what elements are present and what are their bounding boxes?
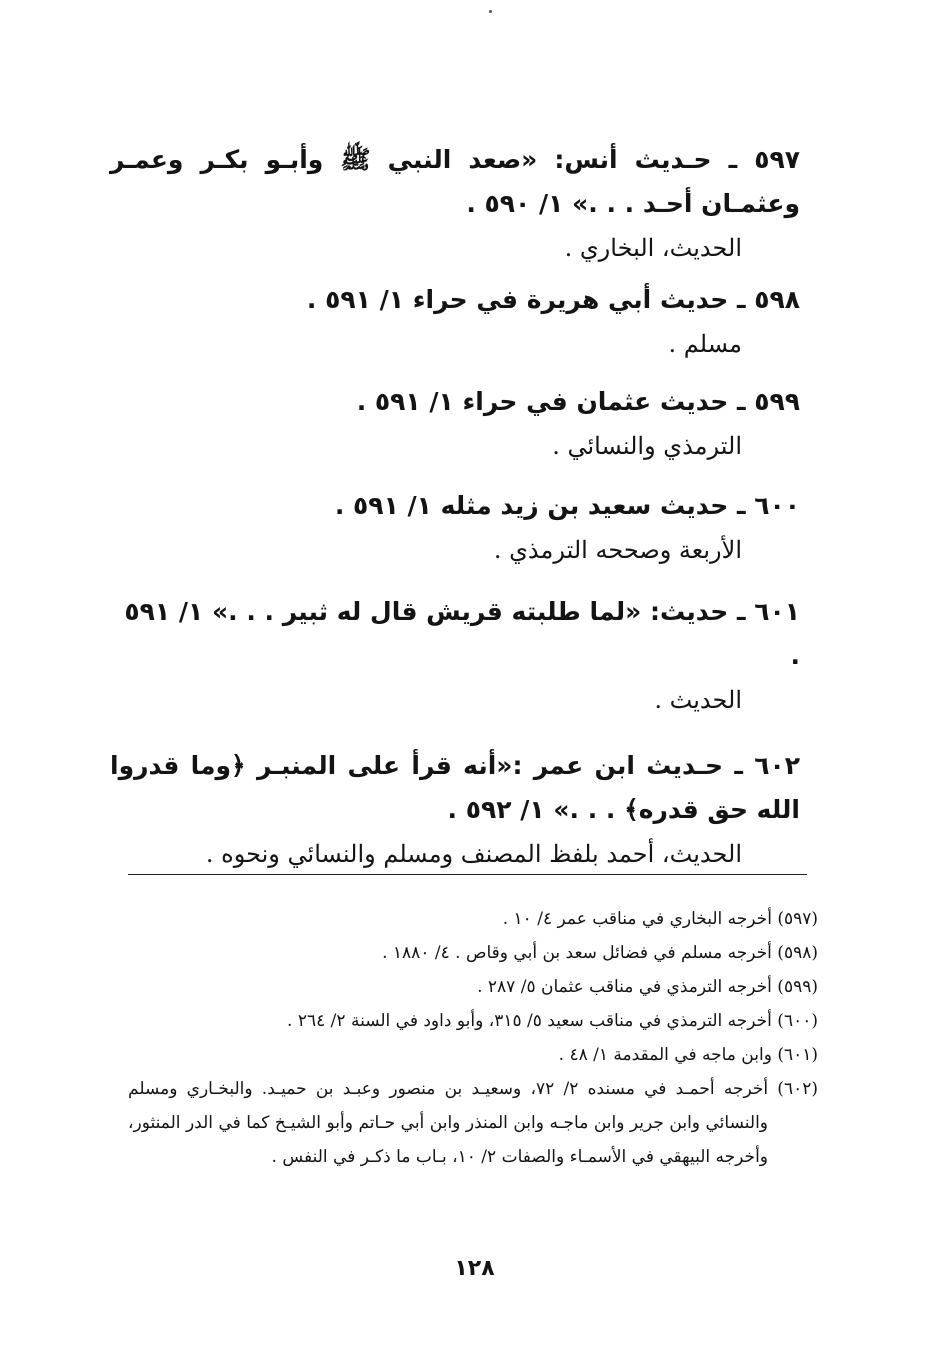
hadith-entry-source: الحديث . — [654, 686, 742, 714]
footnote-divider — [128, 874, 807, 875]
footnote-599: (٥٩٩) أخرجه الترمذي في مناقب عثمان ٥/ ٢٨٧ . — [477, 977, 818, 997]
hadith-entry-598 — [110, 278, 800, 366]
footnote-597: (٥٩٧) أخرجه البخاري في مناقب عمر ٤/ ١٠ . — [502, 909, 818, 929]
hadith-entry-heading: ٦٠٠ ـ حديث سعيد بن زيد مثله ١/ ٥٩١ . — [334, 491, 800, 520]
footnotes-section — [128, 902, 818, 1174]
hadith-entry-heading: ٥٩٧ ـ حـديث أنس: «صعد النبي ﷺ وأبـو بكـر وعمـر وعثمـان أحـد . . .» ١/ ٥٩٠ . — [110, 145, 800, 218]
hadith-entry-source: مسلم . — [668, 330, 742, 358]
hadith-entry-599 — [110, 380, 800, 468]
footnote-598: (٥٩٨) أخرجه مسلم في فضائل سعد بن أبي وقاص . ٤/ ١٨٨٠ . — [382, 943, 818, 963]
hadith-entry-602 — [110, 744, 800, 876]
page-mark-dot — [489, 10, 492, 13]
hadith-entry-heading: ٥٩٨ ـ حديث أبي هريرة في حراء ١/ ٥٩١ . — [306, 285, 800, 314]
hadith-entry-heading: ٦٠١ ـ حديث: «لما طلبته قريش قال له ثبير . . .» ١/ ٥٩١ . — [124, 597, 800, 670]
hadith-entry-heading: ٥٩٩ ـ حديث عثمان في حراء ١/ ٥٩١ . — [356, 387, 800, 416]
hadith-entry-601 — [110, 590, 800, 722]
footnote-602: (٦٠٢) أخرجه أحمـد في مسنده ٢/ ٧٢، وسعيـد بن منصور وعبـد بن حميـد. والبخـاري ومسلم والنسائي وابن جرير وابن ماجـه وابن المنذر وابن أبي حـاتم وأبو الشيـخ كما في الدر المنثور، وأخرجه البيهقي في الأسمـاء والصفات ٢/ ١٠، بـاب ما ذكـر في النفس . — [128, 1079, 818, 1167]
hadith-entry-source: الترمذي والنسائي . — [552, 432, 742, 460]
hadith-entry-source: الحديث، البخاري . — [564, 234, 742, 262]
hadith-entry-heading: ٦٠٢ ـ حـديث ابن عمر :«أنه قرأ على المنبـر ﴿وما قدروا الله حق قدره﴾ . . .» ١/ ٥٩٢ . — [110, 751, 800, 824]
hadith-entries-list — [110, 138, 800, 876]
hadith-entry-600 — [110, 484, 800, 572]
page-number: ١٢٨ — [454, 1256, 495, 1281]
hadith-entry-source: الحديث، أحمد بلفظ المصنف ومسلم والنسائي ونحوه . — [205, 840, 742, 868]
footnote-600: (٦٠٠) أخرجه الترمذي في مناقب سعيد ٥/ ٣١٥، وأبو داود في السنة ٢/ ٢٦٤ . — [287, 1011, 818, 1031]
hadith-entry-597 — [110, 138, 800, 270]
hadith-entry-source: الأربعة وصححه الترمذي . — [493, 536, 742, 564]
footnote-601: (٦٠١) وابن ماجه في المقدمة ١/ ٤٨ . — [558, 1045, 818, 1065]
